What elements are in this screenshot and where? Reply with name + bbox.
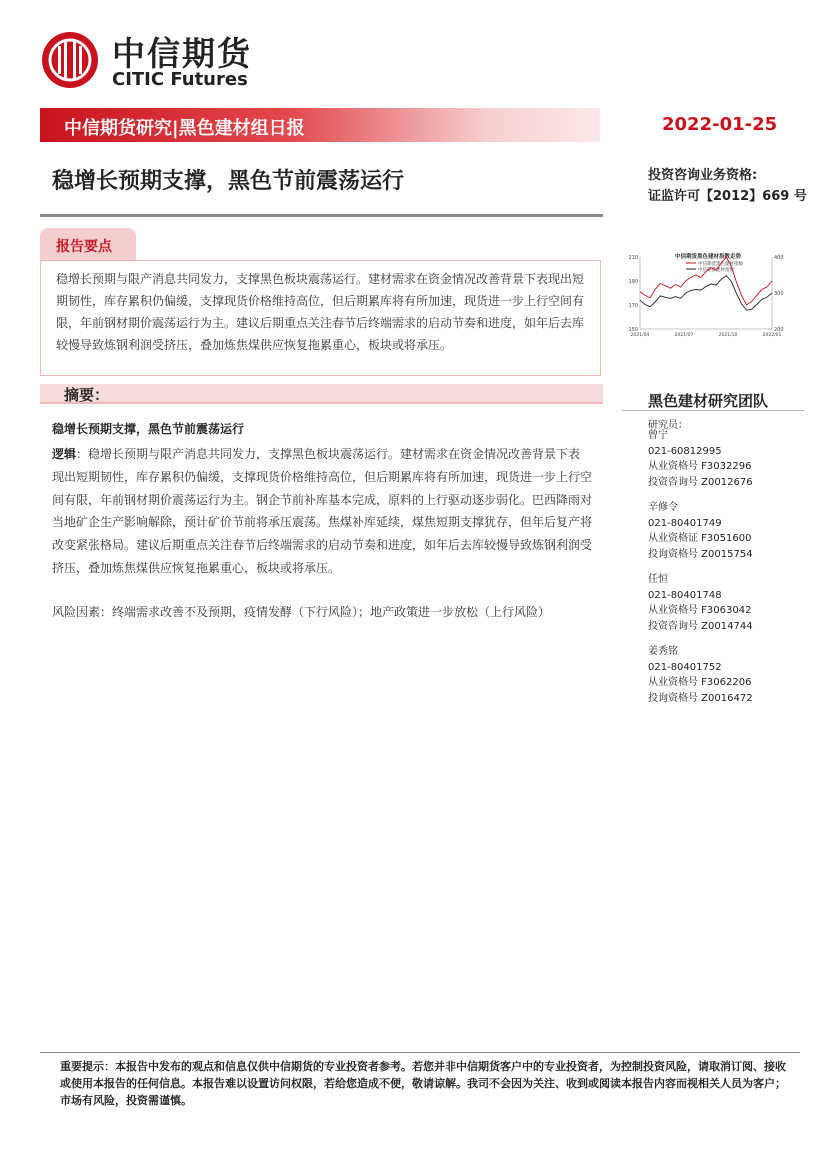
qualification-license: 证监许可【2012】669 号 <box>648 189 807 204</box>
report-title: 稳增长预期支撑，黑色节前震荡运行 <box>52 169 405 194</box>
member-phone: 021-80401748 <box>648 589 722 601</box>
team-member <box>648 428 753 490</box>
team-title: 黑色建材研究团队 <box>648 392 769 410</box>
key-points-text: 稳增长预期与限产消息共同发力，支撑黑色板块震荡运行。建材需求在资金情况改善背景下表现出短期韧性，库存累积仍偏缓，支撑现货价格维持高位，但后期累库将有所加速，现货进一步上行空间有限，年前钢材期价震荡运行为主。建议后期重点关注春节后终端需求的启动节奏和进度，如年后去库较慢导致炼钢利润受挤压，叠加炼焦煤供应恢复拖累重心，板块或将承压。 <box>56 272 585 352</box>
summary-title: 摘要： <box>64 386 110 404</box>
researcher-label: 研究员： <box>648 420 688 431</box>
citic-logo-icon <box>40 30 100 90</box>
x-tick-label: 2021/04 <box>630 333 650 338</box>
member-advisory: 投询资格号 Z0016472 <box>648 692 753 704</box>
member-cert: 从业资格号 F3063042 <box>648 605 752 616</box>
y-right-tick-label: 200 <box>774 326 784 333</box>
member-phone: 021-60812995 <box>648 445 722 457</box>
member-name: 曾宁 <box>648 430 668 441</box>
index-trend-chart <box>622 245 794 343</box>
member-name: 任恒 <box>648 574 668 585</box>
qualification-label: 投资咨询业务资格: <box>648 168 758 183</box>
y-left-tick-label: 150 <box>628 326 638 333</box>
member-advisory: 投询资格号 Z0015754 <box>648 548 753 560</box>
summary-header-bar <box>40 384 603 404</box>
y-right-tick-label: 300 <box>774 290 784 297</box>
summary-logic <box>52 443 592 580</box>
y-left-tick-label: 170 <box>628 302 638 309</box>
logic-text: ：稳增长预期与限产消息共同发力，支撑黑色板块震荡运行。建材需求在资金情况改善背景下表现出短期韧性，库存累积仍偏缓，支撑现货价格维持高位，但后期累库将有所加速，现货进一步上行空间有限，年前钢材期价震荡运行为主。钢企节前补库基本完成，原料的上行驱动逐步弱化。巴西降雨对当地矿企生产影响解除，预计矿价节前将承压震荡。焦煤补库延续，煤焦短期支撑犹存，但年后复产将改变紧张格局。建议后期重点关注春节后终端需求的启动节奏和进度，如年后去库较慢导致炼钢利润受挤压，叠加炼焦煤供应恢复拖累重心，板块或将承压。 <box>52 447 593 575</box>
y-left-tick-label: 210 <box>628 254 638 261</box>
team-member <box>648 644 753 706</box>
member-phone: 021-80401749 <box>648 517 722 529</box>
team-divider <box>622 410 804 411</box>
chart-title: 中信期货黑色建材指数走势 <box>674 254 742 260</box>
legend-label: 中信期货黑色建材指数 <box>698 261 743 267</box>
team-member <box>648 500 753 562</box>
legend-label: 中信期货建材指数 <box>698 267 734 273</box>
y-right-tick-label: 400 <box>774 254 784 261</box>
brand-name-en: CITIC Futures <box>112 69 248 90</box>
key-points-tab-label: 报告要点 <box>56 239 112 255</box>
x-tick-label: 2022/01 <box>762 333 782 338</box>
summary-headline: 稳增长预期支撑，黑色节前震荡运行 <box>52 422 245 436</box>
member-cert: 从业资格证 F3051600 <box>648 533 752 544</box>
member-cert: 从业资格号 F3032296 <box>648 461 752 472</box>
risk-factors: 风险因素：终端需求改善不及预期，疫情发酵（下行风险）；地产政策进一步放松（上行风险） <box>52 605 551 619</box>
member-advisory: 投资咨询号 Z0012676 <box>648 476 753 488</box>
title-divider <box>40 214 603 217</box>
member-name: 姜秀铭 <box>648 646 678 657</box>
member-advisory: 投资咨询号 Z0014744 <box>648 620 753 632</box>
brand-name-cn: 中信期货 <box>112 34 252 73</box>
member-name: 辛修令 <box>648 502 678 513</box>
y-left-tick-label: 190 <box>628 278 638 285</box>
member-cert: 从业资格号 F3062206 <box>648 677 752 688</box>
banner-title: 中信期货研究|黑色建材组日报 <box>64 118 305 139</box>
disclaimer: 重要提示：本报告中发布的观点和信息仅供中信期货的专业投资者参考。若您并非中信期货客户中的专业投资者，为控制投资风险，请取消订阅、接收或使用本报告的任何信息。本报告难以设置访问权限，若给您造成不便，敬请谅解。我司不会因为关注、收到或阅读本报告内容而视相关人员为客户；市场有风险，投资需谨慎。 <box>60 1060 786 1107</box>
member-phone: 021-80401752 <box>648 661 722 673</box>
team-member <box>648 572 753 634</box>
x-tick-label: 2021/10 <box>718 333 738 338</box>
logic-label: 逻辑 <box>52 447 77 461</box>
footer-divider <box>40 1052 800 1053</box>
x-tick-label: 2021/07 <box>674 333 694 338</box>
report-date: 2022-01-25 <box>662 114 778 135</box>
